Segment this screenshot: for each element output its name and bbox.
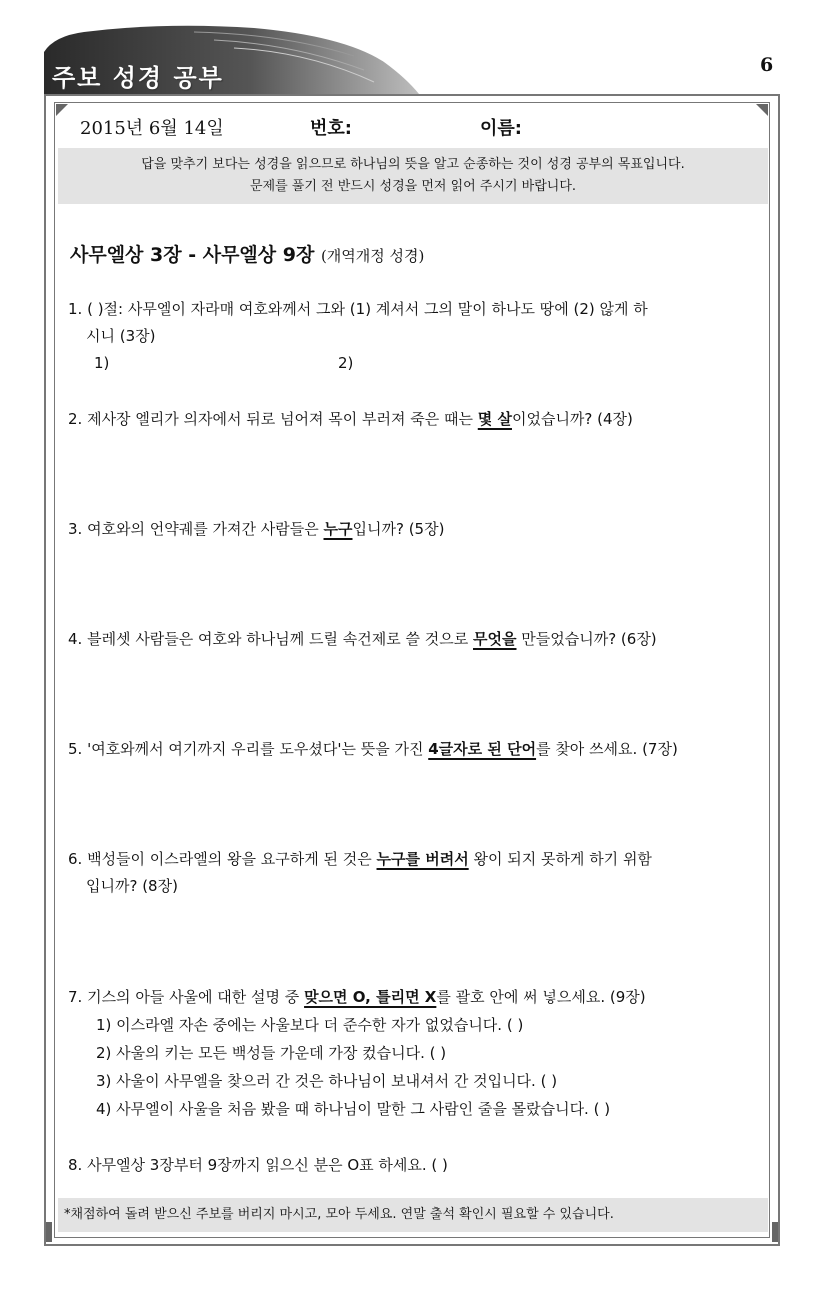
question-2 [68, 406, 758, 433]
question-text: 왕이 되지 못하게 하기 위함 [468, 850, 652, 868]
notice-box [58, 148, 768, 204]
question-8 [68, 1152, 758, 1179]
question-text-cont: 시니 (3장) [86, 327, 156, 345]
question-emphasis: 누구 [323, 520, 353, 538]
q7-item: 4) 사무엘이 사울을 처음 봤을 때 하나님이 말한 그 사람인 줄을 몰랐습니다. ( ) [96, 1100, 611, 1118]
question-text: 입니까? (5장) [352, 520, 445, 538]
question-text: 5. '여호와께서 여기까지 우리를 도우셨다'는 뜻을 가진 [68, 740, 429, 758]
frame-corner [772, 1222, 778, 1242]
section-version: (개역개정 성경) [320, 247, 425, 265]
page-frame-inner [54, 102, 770, 1238]
footer-note [58, 1198, 768, 1232]
question-text: 를 찾아 쓰세요. (7장) [536, 740, 678, 758]
question-text: 8. 사무엘상 3장부터 9장까지 읽으신 분은 O표 하세요. ( ) [68, 1156, 448, 1174]
question-text: 만들었습니까? (6장) [516, 630, 657, 648]
question-text-cont: 입니까? (8장) [86, 877, 178, 895]
notice-line: 답을 맞추기 보다는 성경을 읽으므로 하나님의 뜻을 알고 순종하는 것이 성경 공부의 목표입니다. [141, 157, 685, 172]
question-6 [68, 846, 758, 900]
question-5 [68, 736, 758, 763]
question-text: 3. 여호와의 언약궤를 가져간 사람들은 [68, 520, 324, 538]
answer-blank-1: 1) [94, 354, 110, 372]
number-label: 번호: [310, 118, 352, 139]
question-text: 2. 제사장 엘리가 의자에서 뒤로 넘어져 목이 부러져 죽은 때는 [68, 410, 478, 428]
q7-item: 2) 사울의 키는 모든 백성들 가운데 가장 컸습니다. ( ) [96, 1044, 447, 1062]
notice-line: 문제를 풀기 전 반드시 성경을 먼저 읽어 주시기 바랍니다. [249, 179, 577, 194]
section-title: 사무엘상 3장 - 사무엘상 9장 [70, 244, 315, 266]
question-emphasis: 무엇을 [473, 630, 517, 648]
question-text: 6. 백성들이 이스라엘의 왕을 요구하게 된 것은 [68, 850, 377, 868]
question-emphasis: 몇 살 [477, 410, 512, 428]
question-1 [68, 296, 758, 350]
q7-item: 1) 이스라엘 자손 중에는 사울보다 더 준수한 자가 없었습니다. ( ) [96, 1016, 524, 1034]
question-4 [68, 626, 758, 653]
question-7 [68, 984, 758, 1011]
footer-text: *채점하여 돌려 받으신 주보를 버리지 마시고, 모아 두세요. 연말 출석 확인시 필요할 수 있습니다. [64, 1207, 614, 1222]
question-3 [68, 516, 758, 543]
question-text: 4. 블레셋 사람들은 여호와 하나님께 드릴 속건제로 쓸 것으로 [68, 630, 473, 648]
name-label: 이름: [480, 118, 522, 139]
question-emphasis: 누구를 버려서 [376, 850, 469, 868]
q7-item: 3) 사울이 사무엘을 찾으러 간 것은 하나님이 보내셔서 간 것입니다. ( ) [96, 1072, 558, 1090]
question-text: 이었습니까? (4장) [511, 410, 633, 428]
header-title: 주보 성경 공부 [52, 64, 224, 92]
question-emphasis: 4글자로 된 단어 [428, 740, 537, 758]
frame-corner [756, 104, 768, 116]
frame-corner [56, 104, 68, 116]
question-text: 7. 기스의 아들 사울에 대한 설명 중 [68, 988, 305, 1006]
page-number: 6 [760, 54, 774, 76]
date-field: 2015년 6월 14일 [80, 118, 224, 139]
question-text: 1. ( )절: 사무엘이 자라매 여호와께서 그와 (1) 계셔서 그의 말이 하나도 땅에 (2) 않게 하 [68, 300, 648, 318]
question-emphasis: 맞으면 O, 틀리면 X [304, 988, 437, 1006]
answer-blank-2: 2) [338, 354, 354, 372]
section-heading [70, 240, 424, 267]
frame-corner [46, 1222, 52, 1242]
question-text: 를 괄호 안에 써 넣으세요. (9장) [436, 988, 646, 1006]
